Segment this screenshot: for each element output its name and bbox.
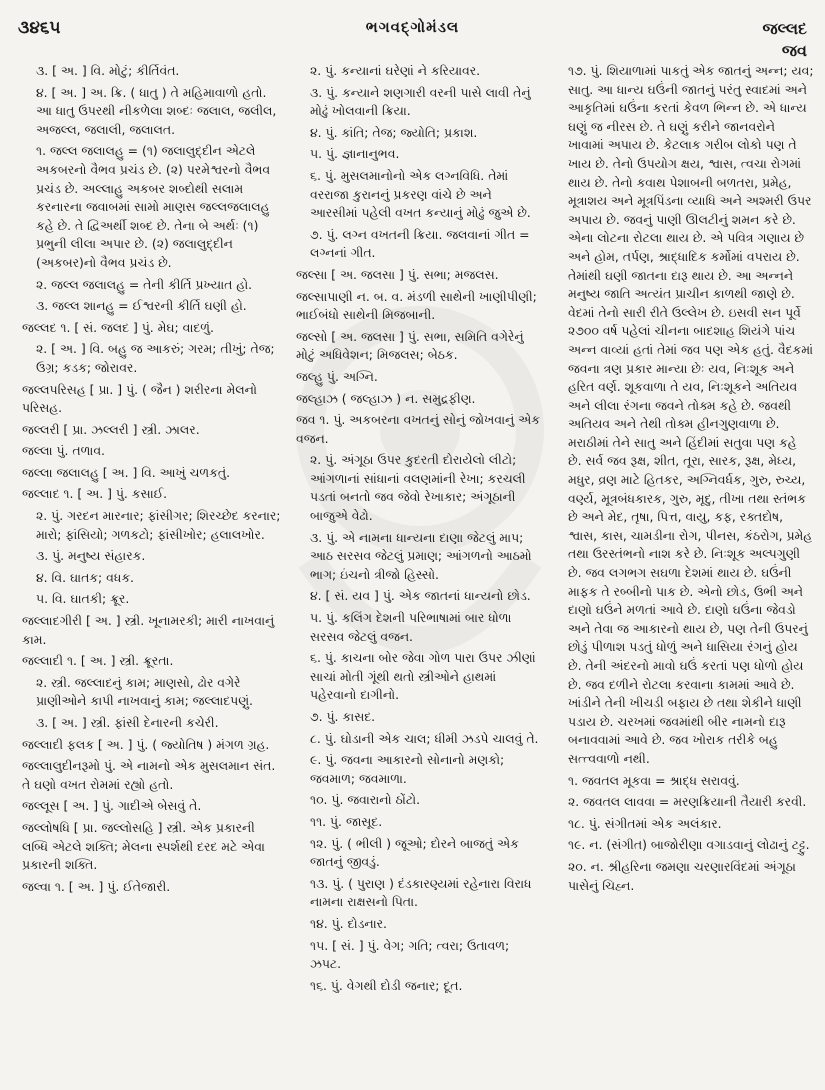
dictionary-entry: જલ્હુ પું. અગ્નિ.	[296, 368, 378, 384]
dictionary-entry: ૧૧. પું. જાસૂદ.	[310, 813, 383, 829]
dictionary-entry: જલ્લૂસ [ અ. ] પું. ગાદીએ બેસવું તે.	[22, 798, 202, 814]
dictionary-entry: ૪. વિ. ઘાતક; વધક.	[36, 569, 134, 585]
dictionary-entry: ૩. પું. એ નામના ધાન્યના દાણા જેટલું માપ; આઠ સરસવ જેટલું પ્રમાણ; આંગળનો આઠમો ભાગ; ઇંચનો ત્રીજો હિસ્સો.	[310, 529, 532, 582]
dictionary-entry: ૩. પું. મનુષ્ય સંહારક.	[36, 548, 146, 564]
dictionary-entry: ૩. પું. કન્યાને શણગારી વરની પાસે લાવી તેનું મોઢું ખોલવાની ક્રિયા.	[310, 84, 531, 119]
guide-word-top: જલ્લદ	[762, 19, 807, 38]
dictionary-entry: જલ્લપરિસહ [ પ્રા. ] પું. ( જૈન ) શરીરના મેલનો પરિસહ.	[22, 381, 257, 416]
dictionary-entry: ૧૮. પું. સંગીતમાં એક અલંકાર.	[568, 815, 722, 831]
dictionary-entry: ૧. જવતલ મૂકવા = શ્રાદ્ધ સરાવવું.	[568, 772, 740, 788]
dictionary-entry: ૩. [ અ. ] વિ. મોટું; કીર્તિવંત.	[36, 63, 180, 78]
dictionary-entry: ૨. સ્ત્રી. જલ્લાદનું કામ; માણસો, ઢોર વગેરે પ્રાણીઓને કાપી નાખવાનું કામ; જલ્લાદપણું.	[36, 674, 253, 709]
dictionary-entry: ૯. પું. જવના આકારનો સોનાનો મણકો; જવમાળ; જવમાળા.	[310, 752, 505, 786]
dictionary-entry: ૨. [ અ. ] વિ. બહુ જ આકરું; ગરમ; તીખું; તેજ; ઉગ્ર; કડક; જોરાવર.	[36, 341, 275, 375]
dictionary-entry: જલ્લા પું. તળાવ.	[22, 443, 105, 459]
dictionary-entry: ૬. પું. મુસલમાનોનો એક લગ્નવિધિ. તેમાં વરરાજા કુરાનનું પ્રકરણ વાંચે છે અને આરસીમાં પહેલી વખત કન્યાનું મોઢું જુએ છે.	[310, 167, 531, 221]
dictionary-entry: ૨. પું. કન્યાનાં ઘરેણાં ને કરિયાવર.	[310, 63, 481, 78]
column-3	[554, 62, 814, 1082]
dictionary-entry: ૮. પું. ઘોડાની એક ચાલ; ધીમી ઝડપે ચાલવું તે.	[310, 730, 539, 746]
guide-words	[763, 18, 808, 62]
dictionary-entry: ૫. પું. કલિંગ દેશની પરિભાષામાં બાર ધોળા સરસવ જેટલું વજન.	[310, 610, 512, 644]
dictionary-entry: ૧૦. પું. જવારાનો ઠોંટો.	[310, 792, 421, 808]
dictionary-entry: જલ્લરી [ પ્રા. ઝલ્લરી ] સ્ત્રી. ઝાલર.	[22, 421, 200, 437]
page-number: ૩૪૬૫	[18, 18, 61, 38]
dictionary-entry: ૧. જલ્લ જલાલહુ = (૧) જલાલુદ્દીન એટલે અકબરનો વૈભવ પ્રચંડ છે. (૨) પરમેશ્વરનો વૈભવ પ્રચંડ છે. અલ્લાહુ અકબર શબ્દોથી સલામ કરનારના જવાબમાં સામો માણસ જલ્લજલાલહુ કહે છે. તે દ્વિઅર્થી શબ્દ છે. તેના બે અર્થઃ (૧) પ્રભુની લીલા અપાર છે. (૨) જલાલુદ્દીન (અકબર)નો વૈભવ પ્રચંડ છે.	[36, 143, 271, 270]
dictionary-entry: ૨. જલ્લ જલાલહુ = તેની કીર્તિ પ્રખ્યાત હો.	[36, 276, 253, 292]
dictionary-entry: ૧૩. પું. ( પુરાણ ) દંડકારણ્યમાં રહેનારા વિરાધ નામના રાક્ષસનો પિતા.	[310, 875, 532, 910]
dictionary-entry: જલ્લા જલાલહુ [ અ. ] વિ. આખું ચળકતું.	[22, 464, 231, 480]
dictionary-entry: જલ્લાદી ૧. [ અ. ] સ્ત્રી. ક્રૂરતા.	[22, 653, 174, 669]
dictionary-entry: ૫. વિ. ઘાતકી; ક્રૂર.	[36, 591, 130, 607]
dictionary-entry: ૬. પું. કાચના બોર જેવા ગોળ પારા ઉપર ઝીણાં સાચાં મોતી ગૂંથી થતો સ્ત્રીઓને હાથમાં પહેરવાનો દાગીનો.	[310, 650, 536, 703]
dictionary-entry: જલ્લાદગીરી [ અ. ] સ્ત્રી. ખૂનામરકી; મારી નાખવાનું કામ.	[22, 613, 275, 647]
dictionary-entry: ૪. પું. કાંતિ; તેજ; જ્યોતિ; પ્રકાશ.	[310, 124, 478, 140]
dictionary-entry: ૪. [ અ. ] અ. ક્રિ. ( ધાતુ ) તે મહિમાવાળો હતો. આ ધાતુ ઉપરથી નીકળેલા શબ્દઃ જલાલ, જલીલ, અજલ્લ, જલાલી, જલાલત.	[36, 84, 277, 137]
dictionary-entry: ૧૯. ન. (સંગીત) બાજોરીણા વગાડવાનું લોઢાનું ટટ્ટુ.	[568, 837, 810, 853]
dictionary-entry: જલ્લાદ ૧. [ અ. ] પું. કસાઈ.	[22, 486, 168, 502]
dictionary-entry: જલ્લાદી ફલક [ અ. ] પું. ( જ્યોતિષ ) મંગળ ગ્રહ.	[22, 736, 270, 752]
dictionary-entry: ૧૭. પું. શિયાળામાં પાકતું એક જાતનું અન્ન; યવ; સાતુ. આ ધાન્ય ઘઉંની જાતનું પરંતુ સ્વાદમાં અને આકૃતિમાં ઘઉંના કરતાં કેવળ ભિન્ન છે. એ ધાન્ય ઘણું જ નીરસ છે. તે ઘણું કરીને જાનવરોને ખાવામાં અપાય છે. કેટલાક ગરીબ લોકો પણ તે ખાય છે. તેનો ઉપયોગ ક્ષય, શ્વાસ, ત્વચા રોગમાં થાય છે. તેનો કવાથ પેશાબની બળતરા, પ્રમેહ, મૂત્રાશય અને મૂત્રપિંડના વ્યાધિ અને અશ્મરી ઉપર અપાય છે. જવનું પાણી ઊલટીનું શમન કરે છે. એના લોટના રોટલા થાય છે. એ પવિત્ર ગણાય છે અને હોમ, તર્પણ, શ્રાદ્ધાદિક કર્મોમાં વપરાય છે. તેમાંથી ઘણી જાતના દારૂ થાય છે. આ અન્નને મનુષ્ય જાતિ અત્યંત પ્રાચીન કાળથી જાણે છે. વેદમાં તેનો સારી રીતે ઉલ્લેખ છે. ઇસવી સન પૂર્વે ૨૭૦૦ વર્ષ પહેલાં ચીનના બાદશાહ શિયંગે પાંચ અન્ન વાવ્યાં હતાં તેમાં જવ પણ એક હતું. વૈદકમાં જવના ત્રણ પ્રકાર માન્યા છેઃ યવ, નિઃશૂક અને હરિત વર્ણ. શૂકવાળા તે યવ, નિઃશૂકને અતિયવ અને લીલા રંગના જવને તોક્મ કહે છે. જવથી અતિયવ અને તેથી તોક્મ હીનગુણવાળા છે. મરાઠીમાં તેને સાતુ અને હિંદીમાં સતુવા પણ કહે છે. સર્વ જવ રૂક્ષ, શીત, તૂરા, સારક, રૂક્ષ, મેધ્ય, મધુર, વ્રણ માટે હિતકર, અગ્નિવર્ધક, ગુરુ, રુચ્ય, વર્ણ્ય, મૂત્રબંધકારક, ગુરુ, મૃદુ, તીખા તથા સ્તંભક છે અને મેદ, તૃષા, પિત્ત, વાયુ, કફ, રક્તદોષ, શ્વાસ, કાસ, ચામડીના રોગ, પીનસ, કંઠરોગ, પ્રમેહ તથા ઉરસ્તંભનો નાશ કરે છે. નિઃશૂક અલ્પગુણી છે. જવ લગભગ સઘળા દેશમાં થાય છે. ઘઉંની માફક તે રબ્બીનો પાક છે. એનો છોડ, ઉભી અને દાણો ઘઉંને મળતાં આવે છે. દાણો ઘઉંના જેવડો અને તેવા જ આકારનો થાય છે, પણ તેની ઉપરનું છોડું પીળાશ પડતું ધોળું અને ધાસિયા રંગનું હોય છે. તેની અંદરનો માવો ઘઉં કરતાં પણ ધોળો હોય છે. જવ દળીને રોટલા કરવાના કામમાં આવે છે. ખાંડીને તેની ખીચડી બફાય છે તથા શેકીને ધાણી પડાય છે. ચરખમાં જવમાંથી બીર નામનો દારૂ બનાવવામાં આવે છે. જવ ખોરાક તરીકે બહુ સત્ત્વવાળો નથી.	[568, 63, 814, 766]
dictionary-entry: જલ્સો [ અ. જલસા ] પું. સભા, સમિતિ વગેરેનું મોટું અધિવેશન; મિજલસ; બેઠક.	[296, 328, 524, 363]
dictionary-entry: જલ્વા ૧. [ અ. ] પું. ઈતેજારી.	[22, 878, 171, 894]
dictionary-entry: ૧૬. પું. વેગથી દોડી જનાર; દૂત.	[310, 977, 463, 993]
dictionary-entry: ૧૨. પું. ( ભીલી ) જૂઓ; દોરને બાજતું એક જાતનું જીવડું.	[310, 835, 519, 870]
guide-word-bottom: જવ	[781, 41, 807, 60]
dictionary-entry: ૭. પું. કાસદ.	[310, 709, 376, 724]
column-2	[296, 62, 542, 1082]
dictionary-entry: જલ્હાઝ ( જલ્હાઝ ) ન. સમુદ્રફીણ.	[296, 390, 476, 406]
page-header	[14, 12, 811, 60]
dictionary-entry: ૩. [ અ. ] સ્ત્રી. ફાંસી દેનારની કચેરી.	[36, 715, 219, 730]
dictionary-entry: જલ્લોષધિ [ પ્રા. જલ્લોસહિ ] સ્ત્રી. એક પ્રકારની લબ્ધિ એટલે શક્તિ; મેલના સ્પર્શથી દરદ મટે એવા પ્રકારની શક્તિ.	[22, 819, 265, 873]
dictionary-entry: ૪. [ સં. યવ ] પું. એક જાતનાં ધાન્યનો છોડ.	[310, 588, 531, 604]
column-1	[22, 62, 284, 1082]
dictionary-entry: જલ્લદ ૧. [ સં. જલદ ] પું. મેઘ; વાદળું.	[22, 319, 214, 335]
book-title: ભગવદ્ગોમંડલ	[365, 18, 460, 36]
dictionary-entry: ૩. જલ્લ શાનહુ = ઈશ્વરની કીર્તિ ઘણી હો.	[36, 298, 247, 314]
dictionary-entry: જલ્લાલુદીનરૂમો પું. એ નામનો એક મુસલમાન સંત. તે ઘણો વખત રોમમાં રહ્યો હતો.	[22, 758, 276, 792]
dictionary-entry: ૨. પું. ગરદન મારનાર; ફાંસીગર; શિરચ્છેદ કરનાર; મારો; ફાંસિયો; ગળકટો; ફાંસીખોર; હલાલખોર.	[36, 508, 281, 542]
dictionary-entry: ૧૪. પું. દોડનાર.	[310, 915, 387, 931]
dictionary-entry: જલ્સાપાણી ન. બ. વ. મંડળી સાથેની ખાણીપીણી; ભાઈબંધો સાથેની મિજબાની.	[296, 288, 537, 323]
dictionary-entry: ૫. પું. જ્ઞાનાનુભવ.	[310, 146, 400, 162]
dictionary-entry: ૭. પું. લગ્ન વખતની ક્રિયા. જલવાનાં ગીત = લગ્નનાં ગીત.	[310, 226, 530, 261]
dictionary-entry: ૨. જવતલ લાવવા = મરણક્રિયાની તૈયારી કરવી.	[568, 794, 807, 810]
dictionary-entry: ૧૫. [ સં. ] પું. વેગ; ગતિ; ત્વરા; ઉતાવળ; ઝપટ.	[310, 937, 510, 972]
dictionary-entry: જવ ૧. પું. અકબરના વખતનું સોનું જોખવાનું એક વજન.	[296, 412, 540, 446]
dictionary-entry: ૨. પું. અંગૂઠા ઉપર કુદરતી દોરાયેલો લીટો; આંગળાનાં સાંધાનાં વલણમાંની રેખા; કરચલી પડતાં બનતો જવ જેવો રેખાકાર; અંગૂઠાની બાજુએ વેઢો.	[310, 452, 526, 524]
dictionary-entry: જલ્સા [ અ. જલસા ] પું. સભા; મજલસ.	[296, 266, 499, 282]
dictionary-entry: ૨૦. ન. શ્રીહરિના જમણા ચરણારવિંદમાં અંગૂઠા પાસેનું ચિહ્ન.	[568, 858, 796, 893]
